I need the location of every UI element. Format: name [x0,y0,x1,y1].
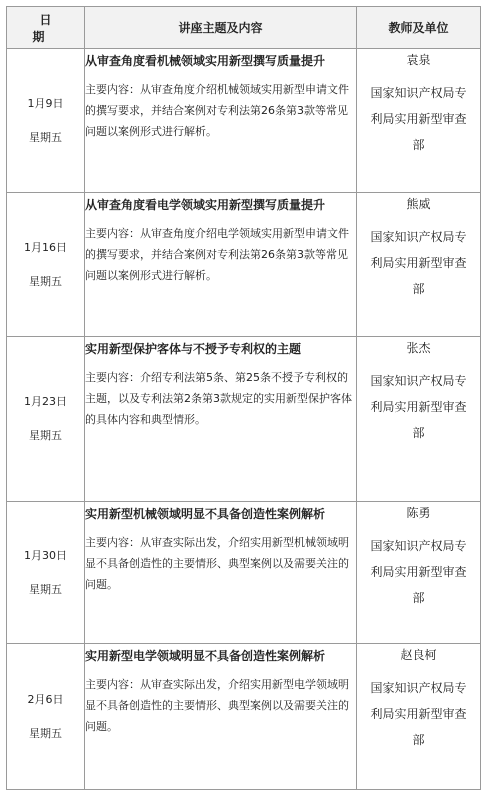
weekday: 星期五 [29,130,62,144]
topic-title: 从审查角度看电学领域实用新型撰写质量提升 [85,198,326,212]
date-cell [7,49,85,193]
teacher-name: 熊威 [406,197,431,211]
lecture-schedule-table [6,6,481,790]
date-cell [7,337,85,502]
date-cell [7,193,85,337]
table-row [7,502,481,644]
topic-description: 主要内容：从审查角度介绍机械领域实用新型申请文件的撰写要求，并结合案例对专利法第26条第3款等常见问题以案例形式进行解析。 [85,83,349,138]
topic-description: 主要内容：从审查实际出发，介绍实用新型电学领域明显不具备创造性的主要情形、典型案例以及需要关注的问题。 [85,678,349,733]
date: 1月16日 [24,240,67,254]
date: 1月23日 [24,395,67,408]
table-row [7,193,481,337]
topic-title: 实用新型机械领域明显不具备创造性案例解析 [85,507,326,521]
teacher-unit: 国家知识产权局专利局实用新型审查部 [370,539,467,605]
header-date-label: 日 期 [32,12,66,44]
topic-title: 从审查角度看机械领域实用新型撰写质量提升 [85,54,326,68]
header-topic: 讲座主题及内容 [85,7,357,49]
topic-title: 实用新型保护客体与不授予专利权的主题 [85,342,302,356]
table-row [7,49,481,193]
date-cell [7,502,85,644]
teacher-cell [357,502,481,644]
weekday: 星期五 [29,429,62,442]
weekday: 星期五 [29,582,62,596]
topic-title: 实用新型电学领域明显不具备创造性案例解析 [85,649,326,663]
weekday: 星期五 [29,274,62,288]
table-row [7,337,481,502]
topic-cell [85,337,357,502]
topic-cell [85,49,357,193]
teacher-name: 袁泉 [406,53,431,67]
teacher-cell [357,49,481,193]
teacher-unit: 国家知识产权局专利局实用新型审查部 [370,681,467,747]
teacher-unit: 国家知识产权局专利局实用新型审查部 [370,230,467,296]
topic-description: 主要内容：从审查实际出发，介绍实用新型机械领域明显不具备创造性的主要情形、典型案例以及需要关注的问题。 [85,536,349,591]
teacher-name: 陈勇 [406,506,431,520]
table-row [7,644,481,790]
table-header-row [7,7,481,49]
teacher-cell [357,193,481,337]
topic-cell [85,644,357,790]
topic-cell [85,502,357,644]
topic-cell [85,193,357,337]
teacher-cell [357,644,481,790]
topic-description: 主要内容：介绍专利法第5条、第25条不授予专利权的主题，以及专利法第2条第3款规定的实用新型保护客体的具体内容和典型情形。 [85,371,352,426]
teacher-unit: 国家知识产权局专利局实用新型审查部 [370,86,467,152]
header-teacher: 教师及单位 [357,7,481,49]
teacher-name: 张杰 [406,341,431,355]
topic-description: 主要内容：从审查角度介绍电学领域实用新型申请文件的撰写要求，并结合案例对专利法第26条第3款等常见问题以案例形式进行解析。 [85,227,349,282]
weekday: 星期五 [29,726,62,740]
header-date [7,7,85,49]
date: 2月6日 [27,692,64,706]
date: 1月9日 [27,96,64,110]
teacher-name: 赵良柯 [400,648,437,662]
date-cell [7,644,85,790]
date: 1月30日 [24,548,67,562]
teacher-cell [357,337,481,502]
teacher-unit: 国家知识产权局专利局实用新型审查部 [370,374,467,440]
